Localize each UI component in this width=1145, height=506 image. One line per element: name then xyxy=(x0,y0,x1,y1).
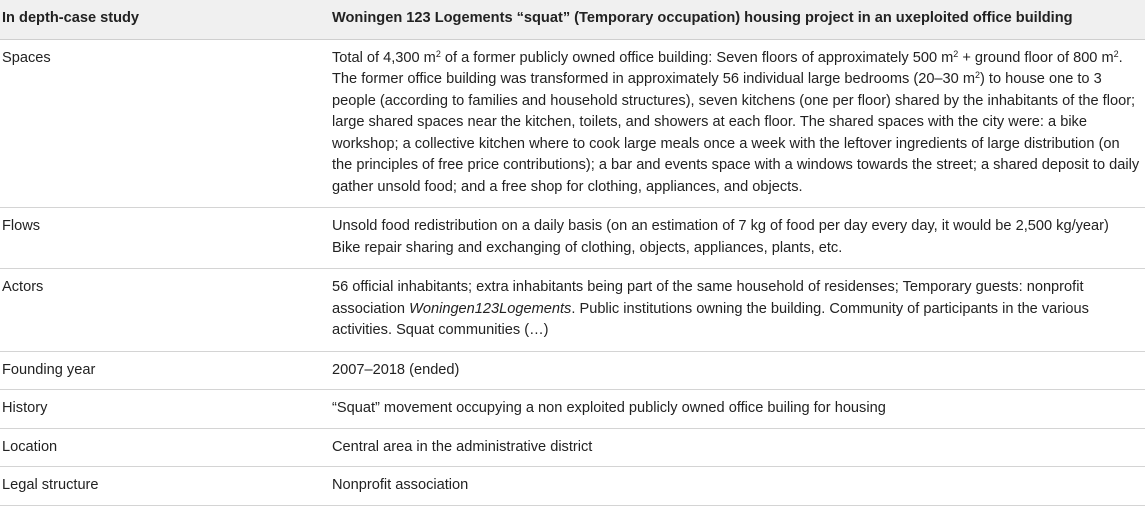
header-label-column: In depth-case study xyxy=(0,0,322,39)
association-name: Woningen123Logements xyxy=(409,300,572,317)
table-row-flows xyxy=(0,208,1145,269)
row-label: Founding year xyxy=(0,351,322,390)
row-value xyxy=(322,269,1145,352)
table-row-founding-year xyxy=(0,351,1145,390)
value-text: . Public institutions owning the building. Community of participants in the various activities. Squat communities (…) xyxy=(332,300,1089,338)
row-value: 2007–2018 (ended) xyxy=(322,351,1145,390)
superscript: 2 xyxy=(435,48,441,59)
row-value: “Squat” movement occupying a non exploited publicly owned office builing for housing xyxy=(322,390,1145,429)
row-value xyxy=(322,208,1145,269)
table-row-spaces xyxy=(0,39,1145,208)
table-row-legal-structure xyxy=(0,467,1145,506)
value-text: 56 official inhabitants; extra inhabitants being part of the same household of residenses; Temporary guests: nonprofit association xyxy=(332,279,1084,317)
row-label: Legal structure xyxy=(0,467,322,506)
table-row-actors xyxy=(0,269,1145,352)
superscript: 2 xyxy=(975,70,981,80)
row-label: Actors xyxy=(0,269,322,352)
table-header xyxy=(0,0,1145,39)
row-value xyxy=(322,39,1145,208)
row-value: Central area in the administrative district xyxy=(322,428,1145,467)
row-value: Nonprofit association xyxy=(322,467,1145,506)
value-text: Total of 4,300 m xyxy=(332,49,436,66)
value-text: ) to house one to 3 people (according to families and household structures), seven kitchens (one per floor) shared by the inhabitants of the floor; large shared spaces near the kitchen, toilets, and showers at each floor. The shared spaces with the city were: a bike workshop; a collective kitchen where to cook large meals once a week with the leftover ingredients of large distribution (on the principles of free price contributions); a bar and events space with a windows towards the street; a shared deposit to daily gather unsold food; and a free shop for clothing, appliances, and objects. xyxy=(332,71,1140,195)
superscript: 2 xyxy=(1113,48,1119,59)
row-label: Spaces xyxy=(0,39,322,208)
table-row-history xyxy=(0,390,1145,429)
value-text: + ground floor of 800 m xyxy=(958,49,1114,66)
row-label: History xyxy=(0,390,322,429)
value-text: of a former publicly owned office building: Seven floors of approximately 500 m xyxy=(440,49,954,66)
value-text: . The former office building was transformed in approximately 56 individual large bedrooms (20–30 m xyxy=(332,49,1123,87)
row-label: Location xyxy=(0,428,322,467)
superscript: 2 xyxy=(953,48,959,59)
value-line: Unsold food redistribution on a daily basis (on an estimation of 7 kg of food per day every day, it would be 2,500 kg/year) xyxy=(332,218,1109,234)
table-row-location xyxy=(0,428,1145,467)
table-body xyxy=(0,39,1145,505)
row-label: Flows xyxy=(0,208,322,269)
header-row xyxy=(0,0,1145,39)
header-project-title: Woningen 123 Logements “squat” (Temporary occupation) housing project in an uxeploited office building xyxy=(322,0,1145,39)
value-line: Bike repair sharing and exchanging of clothing, objects, appliances, plants, etc. xyxy=(332,239,843,256)
